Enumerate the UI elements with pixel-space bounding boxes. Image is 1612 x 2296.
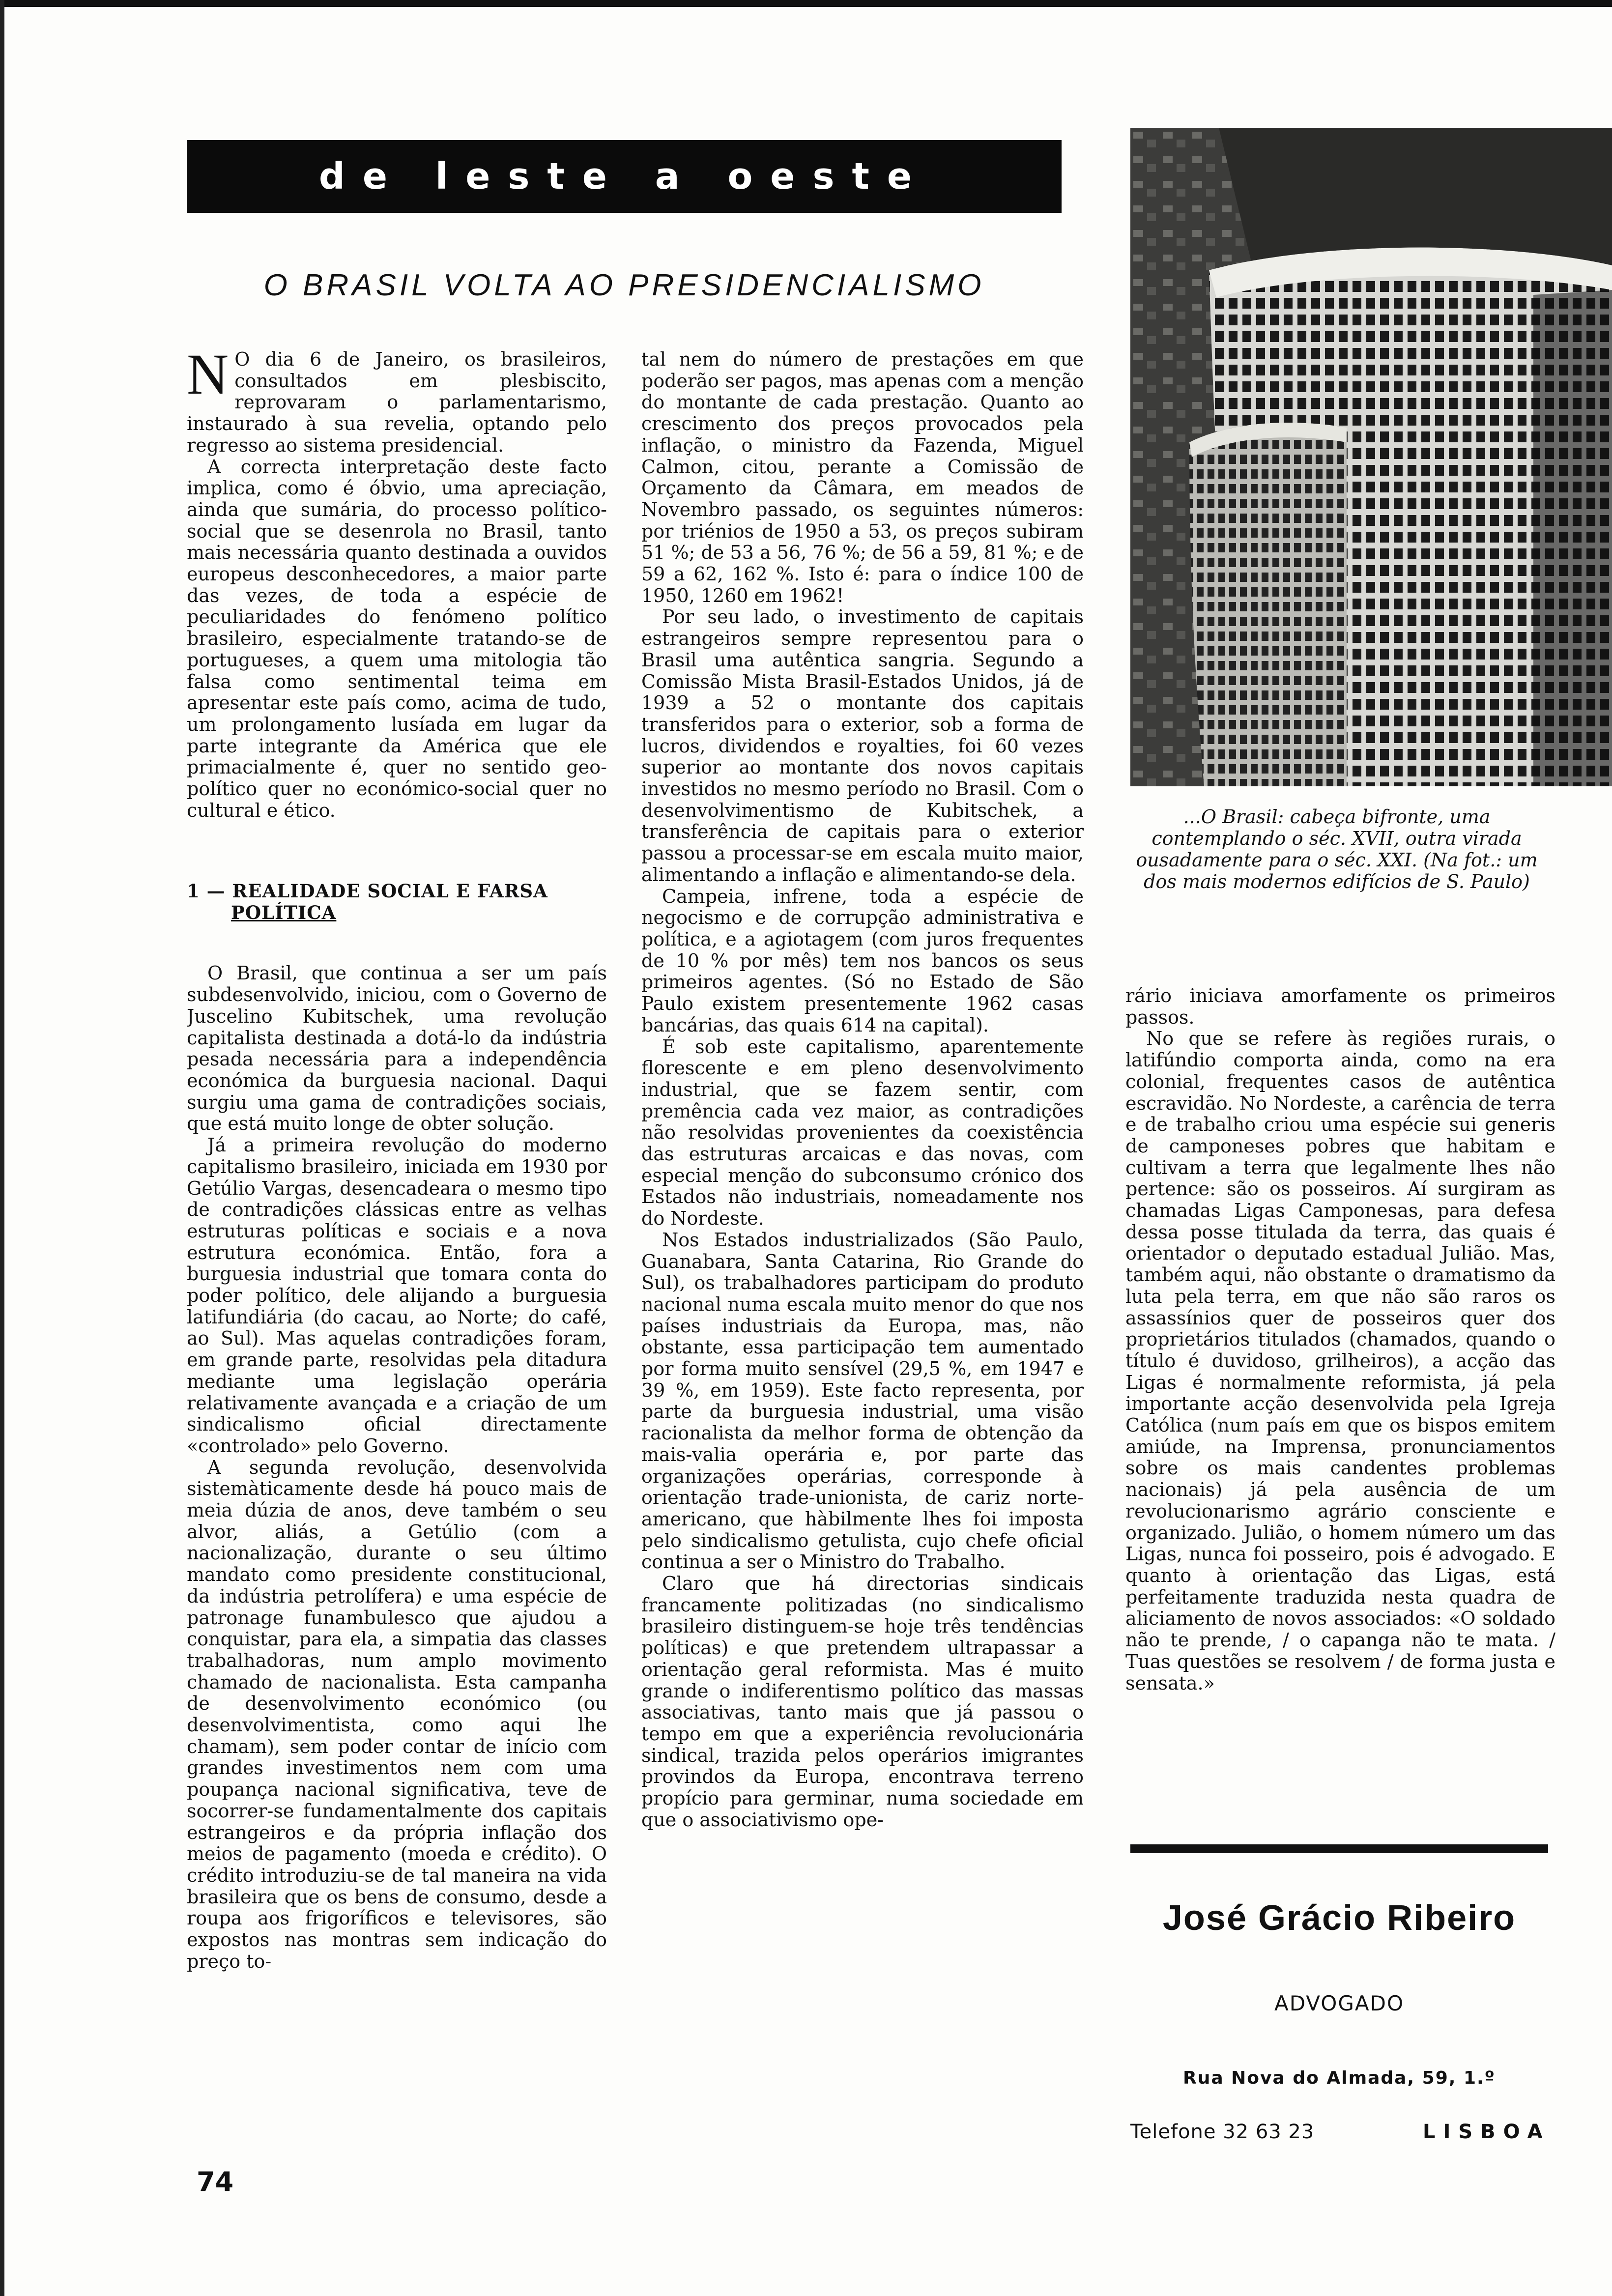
section-banner: de leste a oeste — [187, 140, 1062, 213]
advert-city: LISBOA — [1423, 2121, 1551, 2143]
body-paragraph: No que se refere às regiões rurais, o latifúndio comporta ainda, como na era colonial, frequentes casos de autêntica escravidão. No Nordeste, a carência de terra e de trabalho criou uma espécie sui generis de camponeses pobres que habitam e cultivam a terra que legalmente lhes não pertence: são os posseiros. Aí surgiram as chamadas Ligas Camponesas, para defesa dessa posse titulada da terra, das quais é orientador o deputado estadual Julião. Mas, também aqui, não obstante o dramatismo da luta pela terra, em que não são raros os assassínios quer de posseiros quer dos proprietários titulados (chamados, quando o título é duvidoso, grilheiros), a acção das Ligas é normalmente reformista, já pela importante acção desenvolvida pela Igreja Católica (num país em que os bispos emitem amiúde, na Imprensa, pronunciamentos sobre os mais candentes problemas nacionais) já pela ausência de um revolucionarismo agrário consciente e organizado. Julião, o homem número um das Ligas, nunca foi posseiro, pois é advogado. E quanto à orientação das Ligas, está perfeitamente traduzida nesta quadra de aliciamento de novos associados: «O soldado não te prende, / o capanga não te mata. / Tuas questões se resolvem / de forma justa e sensata.» — [1125, 1028, 1555, 1694]
subheading-line-2: POLÍTICA — [231, 902, 337, 924]
article-column-right — [1125, 985, 1555, 1781]
left-edge-rule — [0, 0, 4, 2296]
article-column-middle — [641, 349, 1084, 2177]
advert-rule — [1130, 1844, 1548, 1853]
body-paragraph: Já a primeira revolução do moderno capitalismo brasileiro, iniciada em 1930 por Getúlio Vargas, desencadeara o mesmo tipo de contradições clássicas entre as velhas estruturas políticas e sociais e a nova estrutura económica. Então, fora a burguesia industrial que tomara conta do poder político, dele alijando a burguesia latifundiária (do cacau, ao Norte; do café, ao Sul). Mas aquelas contradições foram, em grande parte, resolvidas pela ditadura mediante uma legislação operária relativamente avançada e a criação de um sindicalismo oficial directamente «controlado» pelo Governo. — [187, 1134, 607, 1457]
building-photo — [1130, 128, 1612, 786]
advert-profession: ADVOGADO — [1274, 1991, 1405, 2015]
building-photo-illustration — [1130, 128, 1612, 786]
body-paragraph: O Brasil, que continua a ser um país subdesenvolvido, iniciou, com o Governo de Juscelino Kubitschek, uma revolução capitalista destinada a dotá-lo da indústria pesada necessária para a independência económica da burguesia nacional. Daqui surgiu uma gama de contradições sociais, que está muito longe de obter solução. — [187, 962, 607, 1135]
advert-address: Rua Nova do Almada, 59, 1.º — [1183, 2068, 1496, 2088]
body-paragraph: tal nem do número de prestações em que poderão ser pagos, mas apenas com a menção do montante de cada prestação. Quanto ao crescimento dos preços provocados pela inflação, o ministro da Fazenda, Miguel Calmon, citou, perante a Comissão de Orçamento da Câmara, em meados de Novembro passado, os seguintes números: por triénios de 1950 a 53, os preços subiram 51 %; de 53 a 56, 76 %; de 56 a 59, 81 %; e de 59 a 62, 162 %. Isto é: para o índice 100 de 1950, 1260 em 1962! — [641, 349, 1084, 606]
advert-name: José Grácio Ribeiro — [1162, 1898, 1516, 1938]
article-title: O BRASIL VOLTA AO PRESIDENCIALISMO — [263, 268, 985, 302]
body-paragraph: A segunda revolução, desenvolvida sistemàticamente desde há pouco mais de meia dúzia de anos, deve também o seu alvor, aliás, a Getúlio (com a nacionalização, durante o seu último mandato como presidente constitucional, da indústria petrolífera) e uma espécie de patronage funambulesco que ajudou a conquistar, para ela, a simpatia das classes trabalhadoras, num amplo movimento chamado de nacionalista. Esta campanha de desenvolvimento económico (ou desenvolvimentista, como aqui lhe chamam), sem poder contar de início com grandes investimentos nem com uma poupança nacional significativa, teve de socorrer-se fundamentalmente dos capitais estrangeiros e da própria inflação dos meios de pagamento (moeda e crédito). O crédito introduziu-se de tal maneira na vida brasileira que os bens de consumo, desde a roupa aos frigoríficos e televisores, são expostos nas montras sem indicação do preço to- — [187, 1456, 607, 1972]
body-paragraph: Nos Estados industrializados (São Paulo, Guanabara, Santa Catarina, Rio Grande do Sul), os trabalhadores participam do produto nacional numa escala muito menor do que nos países industriais da Europa, mas, não obstante, essa participação tem aumentado por forma muito sensível (29,5 %, em 1947 e 39 %, em 1959). Este facto representa, por parte da burguesia industrial, uma visão racionalista da melhor forma de obtenção da mais-valia operária e, por parte das organizações operárias, corresponde à orientação trade-unionista, de cariz norte-americano, que hàbilmente lhes foi imposta pelo sindicalismo getulista, cujo chefe oficial continua a ser o Ministro do Trabalho. — [641, 1229, 1084, 1573]
intro-text: O dia 6 de Janeiro, os brasileiros, consultados em plesbiscito, reprovaram o parlamentarismo, instaurado à sua revelia, optando pelo regresso ao sistema presidencial. — [187, 349, 607, 456]
body-paragraph: Campeia, infrene, toda a espécie de negocismo e de corrupção administrativa e política, e a agiotagem (com juros frequentes de 10 % por mês) tem nos bancos os seus primeiros agentes. (Só no Estado de São Paulo existem presentemente 1962 casas bancárias, das quais 614 na capital). — [641, 885, 1084, 1036]
top-edge-rule — [0, 0, 1612, 7]
article-column-left — [187, 349, 607, 2177]
body-paragraph: Claro que há directorias sindicais francamente politizadas (no sindicalismo brasileiro distinguem-se hoje três tendências políticas) e que pretendem ultrapassar a orientação geral reformista. Mas é muito grande o indiferentismo político das massas associativas, tanto mais que já passou o tempo em que a experiência revolucionária sindical, trazida pelos operários imigrantes provindos da Europa, encontrava terreno propício para germinar, numa sociedade em que o associativismo ope- — [641, 1573, 1084, 1831]
body-paragraph: rário iniciava amorfamente os primeiros passos. — [1125, 985, 1555, 1028]
section-subheading — [187, 880, 607, 923]
intro-paragraph — [187, 349, 607, 457]
page-number: 74 — [197, 2166, 234, 2197]
drop-cap: N — [187, 349, 229, 406]
body-paragraph: Por seu lado, o investimento de capitais estrangeiros sempre representou para o Brasil uma autêntica sangria. Segundo a Comissão Mista Brasil-Estados Unidos, já de 1939 a 52 o montante dos capitais transferidos para o exterior, sob a forma de lucros, dividendos e royalties, foi 60 vezes superior ao montante dos novos capitais investidos no mesmo período no Brasil. Com o desenvolvimentismo de Kubitschek, a transferência de capitais para o exterior passou a processar-se em escala muito maior, alimentando a inflação e alimentando-se dela. — [641, 606, 1084, 886]
photo-caption: ...O Brasil: cabeça bifronte, uma contemplando o séc. XVII, outra virada ousadamente para o séc. XXI. (Na fot.: um dos mais modernos edifícios de S. Paulo) — [1136, 806, 1538, 892]
body-paragraph: É sob este capitalismo, aparentemente florescente e em pleno desenvolvimento industrial, que se fazem sentir, com premência cada vez maior, as contradições não resolvidas provenientes da coexistência das estruturas arcaicas e das novas, com especial menção do subconsumo crónico dos Estados não industriais, nomeadamente nos do Nordeste. — [641, 1035, 1084, 1230]
subheading-line-1: 1 — REALIDADE SOCIAL E FARSA — [187, 880, 548, 902]
advert-phone: Telefone 32 63 23 — [1130, 2121, 1315, 2143]
body-paragraph: A correcta interpretação deste facto implica, como é óbvio, uma apreciação, ainda que sumária, do processo político-social que se desenrola no Brasil, tanto mais necessária quanto destinada a ouvidos europeus desconhecedores, a maior parte das vezes, de toda a espécie de peculiaridades do fenómeno político brasileiro, especialmente tratando-se de portugueses, a quem uma mitologia tão falsa como sentimental teima em apresentar este país como, acima de tudo, um prolongamento lusíada em lugar da parte integrante da América que ele primacialmente é, quer no sentido geo-político quer no económico-social quer no cultural e ético. — [187, 456, 607, 821]
